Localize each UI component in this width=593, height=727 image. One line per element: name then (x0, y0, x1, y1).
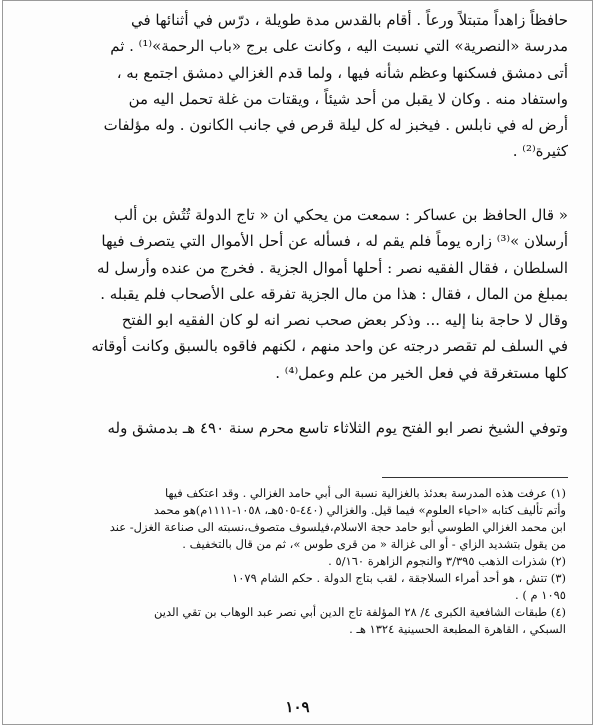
footnote-3 (29, 570, 566, 604)
text-line: أتى دمشق فسكنها وعظم شأنه فيها ، ولما قدم الغزالي دمشق اجتمع به ، (116, 63, 568, 82)
footnote-line: من يقول بتشديد الزاي - أو الى غزالة « من قرى طوس »، ثم من قال بالتخفيف . (182, 537, 566, 551)
footnote-line: (٤) طبقات الشافعية الكبرى ٤/ ٢٨ المؤلفة تاج الدين أبي نصر عبد الوهاب بن تقي الدين (154, 605, 566, 619)
text-line: كلها مستغرقة في فعل الخير من علم وعمل⁽⁴⁾ . (275, 363, 568, 382)
text-line: أرسلان »⁽³⁾ زاره يوماً فلم يقم له ، فسأله عن أحل الأموال التي يتصرف فيها (101, 232, 568, 251)
footnote-line: (٣) تتش ، هو أحد أمراء السلاجقة ، لقب بتاج الدولة . حكم الشام ١٠٧٩ (232, 571, 566, 585)
text-line: كثيرة⁽²⁾ . (512, 142, 568, 161)
footnote-line: ١٠٩٥ م ) . (515, 588, 566, 602)
text-line: وتوفي الشيخ نصر ابو الفتح يوم الثلاثاء تاسع محرم سنة ٤٩٠ هـ بدمشق وله (107, 419, 568, 437)
footnote-2 (29, 553, 566, 570)
footnote-line: وأتم تأليف كتابه «احياء العلوم» فيما قيل. والغزالي (٤٤٠-٥٠٥هـ، ١٠٥٨-١١١١م)هو محمد (153, 503, 566, 517)
footnote-line: السبكي ، القاهرة المطبعة الحسينية ١٣٢٤ هـ . (349, 622, 566, 636)
text-line: « قال الحافظ بن عساكر : سمعت من يحكي ان « تاج الدولة تُتُش بن ألب (113, 206, 568, 224)
book-page (2, 0, 593, 725)
footnote-separator (382, 477, 568, 478)
footnote-4 (29, 604, 566, 638)
paragraph-1 (27, 7, 568, 165)
text-line: بمبلغ من المال ، فقال : هذا من مال الجزية تفرقه على الأصحاب فلم يقبله . (100, 284, 568, 303)
text-line: مدرسة «النصرية» التي نسبت اليه ، وكانت على برج «باب الرحمة»⁽¹⁾ . ثم (110, 37, 568, 56)
footnote-line: ابن محمد الغزالي الطوسي أبو حامد حجة الاسلام،فيلسوف متصوف،نسبته الى صناعة الغزل- عند (109, 520, 566, 534)
footnote-1 (29, 485, 566, 553)
text-line: أرض له في نابلس . فيخبز له كل ليلة قرص في جانب الكانون . وله مؤلفات (103, 116, 568, 135)
page-number: ١٠٩ (285, 698, 310, 716)
footnotes (29, 485, 566, 638)
footnote-line: (٢) شذرات الذهب ٣/٣٩٥ والنجوم الزاهرة ٥/١٦٠ . (328, 554, 566, 568)
paragraph-3 (27, 415, 568, 441)
text-line: وقال لا حاجة بنا إليه ... وذكر بعض صحب نصر انه لو كان الفقيه ابو الفتح (121, 311, 568, 330)
text-line: حافظاً زاهداً متبتلاً ورعاً . أقام بالقدس مدة طويلة ، درّس في أثنائها في (130, 11, 568, 29)
footnote-line: (١) عرفت هذه المدرسة بعدئذ بالغزالية نسبة الى أبي حامد الغزالي . وقد اعتكف فيها (164, 486, 566, 500)
text-line: واستفاد منه . وكان لا يقبل من أحد شيئاً ، ويقتات من غلة تحمل اليه من (128, 89, 568, 108)
paragraph-2 (27, 202, 568, 386)
text-line: في السلف لم تقصر درجته عن واحد منهم ، لكنهم فاقوه بالسبق وكانت أوقاته (91, 337, 568, 356)
text-line: السلطان ، فقال الفقيه نصر : أحلها أموال الجزية . فخرج من عنده وأرسل له (96, 258, 568, 277)
